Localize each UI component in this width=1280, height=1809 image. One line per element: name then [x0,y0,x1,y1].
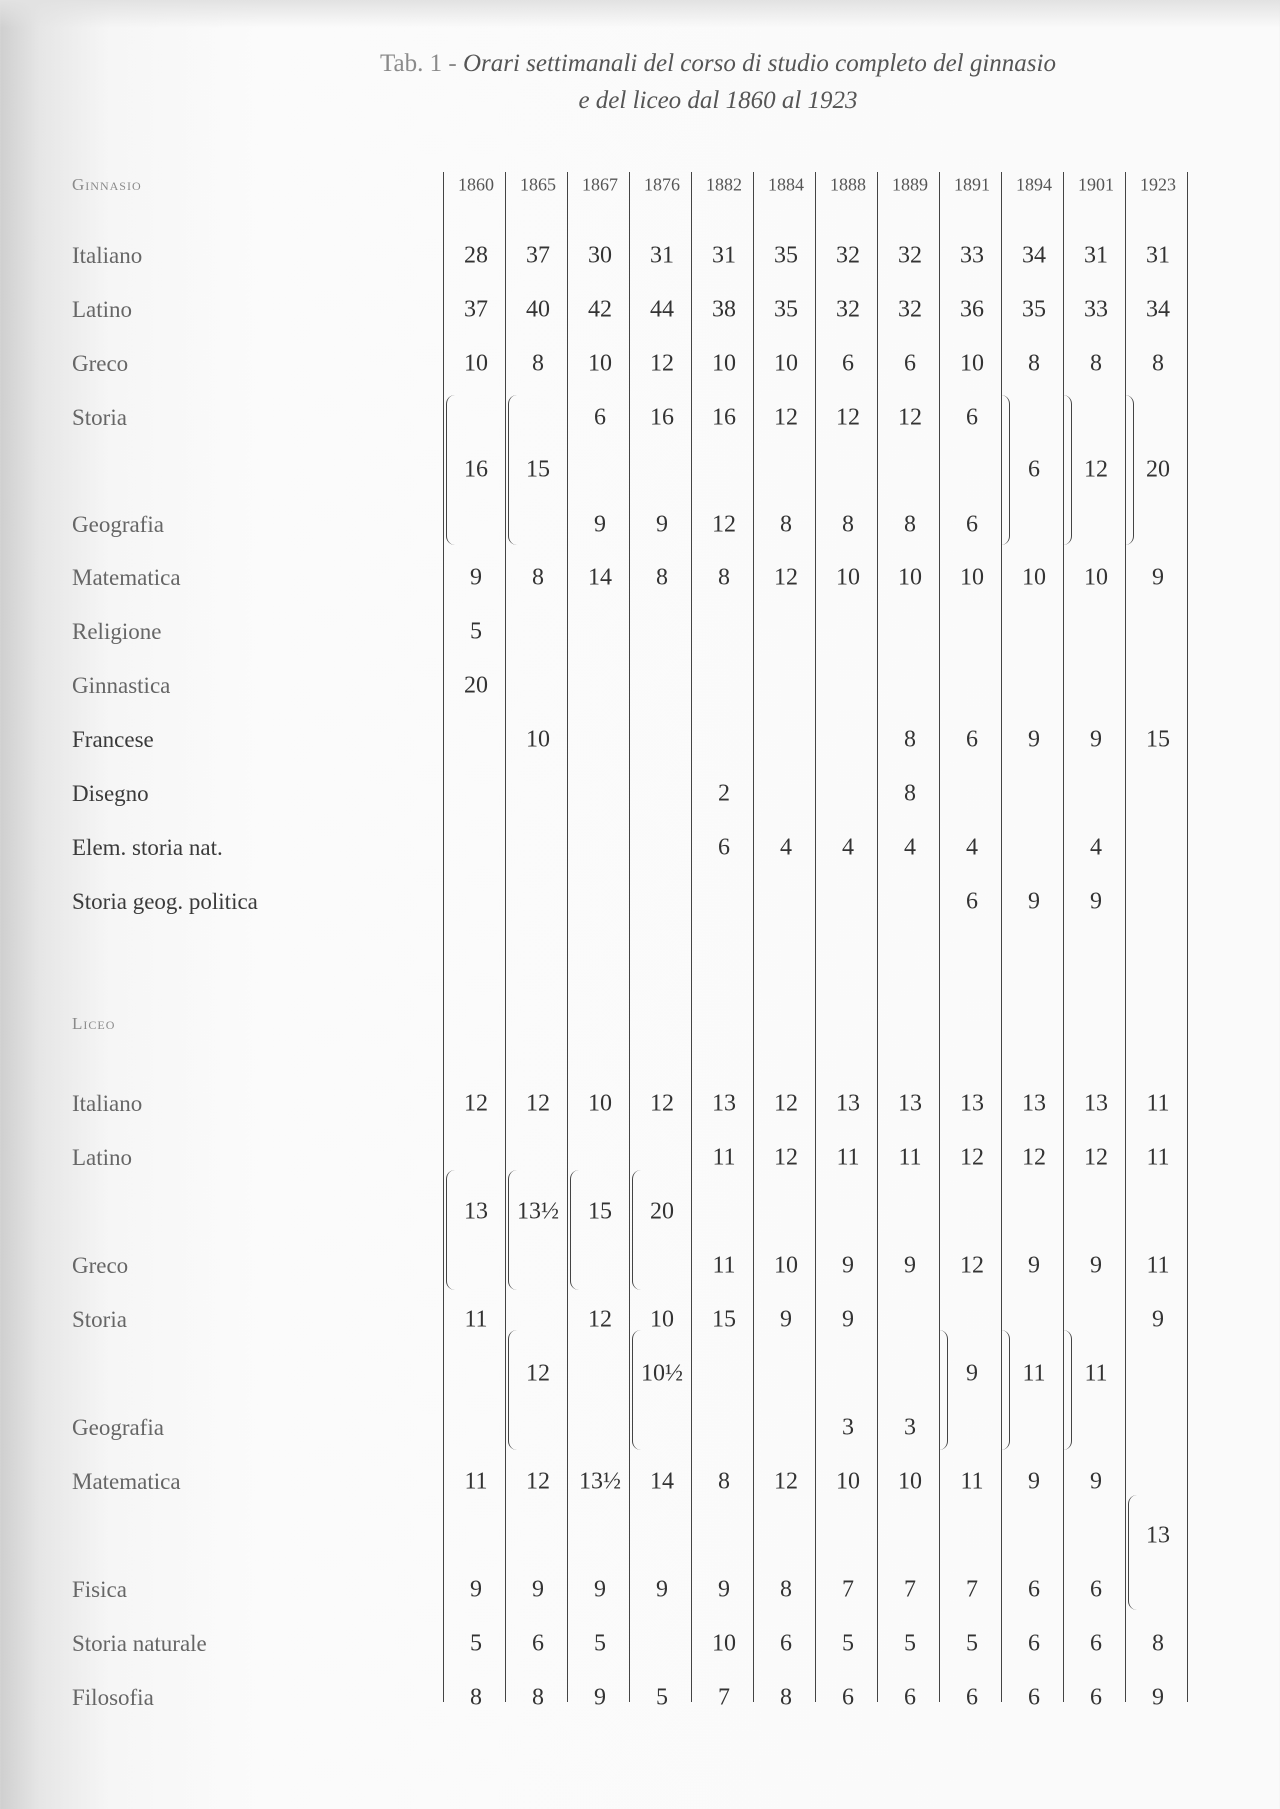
table-cell: 11 [464,1306,488,1333]
table-cell: 6 [904,350,916,377]
table-cell: 34 [1022,242,1046,269]
row-label: Francese [72,727,154,752]
row-label: Geografia [72,512,164,537]
table-cell: 9 [594,511,606,538]
year-header: 1894 [1016,174,1052,195]
table-cell: 5 [842,1630,854,1657]
row-label: Storia [72,1307,127,1332]
table-cell: 15 [588,1198,612,1225]
table-cell: 11 [1084,1360,1108,1387]
table-cell: 6 [842,350,854,377]
table-cell: 9 [842,1306,854,1333]
table-cell: 12 [526,1468,550,1495]
table-cell: 12 [526,1360,550,1387]
table-cell: 12 [712,511,736,538]
table-cell: 12 [650,1090,674,1117]
grouping-brace [1062,395,1072,545]
table-cell: 42 [588,296,612,323]
row-label: Ginnastica [72,673,171,698]
table-cell: 9 [1028,1252,1040,1279]
table-cell: 9 [594,1684,606,1711]
table-cell: 10 [464,350,488,377]
table-cell: 12 [836,404,860,431]
table-cell: 8 [1152,1630,1164,1657]
table-cell: 20 [464,672,488,699]
table-cell: 5 [594,1630,606,1657]
table-cell: 6 [1028,456,1040,483]
table-cell: 8 [1090,350,1102,377]
year-header: 1882 [706,174,742,195]
page-shadow [0,0,1280,28]
year-header: 1891 [954,174,990,195]
table-cell: 10 [712,1630,736,1657]
grouping-brace [508,1330,518,1450]
row-label: Fisica [72,1577,127,1602]
table-cell: 8 [780,511,792,538]
table-cell: 8 [904,726,916,753]
row-label: Geografia [72,1415,164,1440]
table-cell: 9 [904,1252,916,1279]
year-header: 1884 [768,174,804,195]
table-cell: 10 [898,1468,922,1495]
table-cell: 10 [898,564,922,591]
row-label: Disegno [72,781,149,806]
grouping-brace [446,395,456,545]
table-cell: 10 [960,564,984,591]
table-cell: 7 [718,1684,730,1711]
table-cell: 6 [1090,1576,1102,1603]
table-cell: 30 [588,242,612,269]
grouping-brace [938,1330,948,1450]
table-cell: 10 [588,1090,612,1117]
table-cell: 4 [966,834,978,861]
table-cell: 3 [842,1414,854,1441]
table-cell: 9 [470,564,482,591]
table-cell: 9 [1028,1468,1040,1495]
table-cell: 13½ [517,1198,559,1225]
table-cell: 11 [712,1252,736,1279]
row-label: Greco [72,351,129,376]
row-label: Elem. storia nat. [72,835,223,860]
table-cell: 9 [1152,1684,1164,1711]
table-cell: 12 [774,1090,798,1117]
column-rule [443,172,444,1702]
table-cell: 5 [470,1630,482,1657]
table-cell: 11 [1146,1090,1170,1117]
table-cell: 9 [594,1576,606,1603]
table-cell: 8 [718,564,730,591]
table-cell: 10 [1022,564,1046,591]
table-cell: 13 [1146,1522,1170,1549]
table-cell: 10 [650,1306,674,1333]
table-cell: 9 [1028,888,1040,915]
table-cell: 8 [842,511,854,538]
table-cell: 40 [526,296,550,323]
table-cell: 6 [842,1684,854,1711]
table-cell: 10 [588,350,612,377]
table-cell: 10 [960,350,984,377]
table-cell: 10 [526,726,550,753]
table-cell: 31 [1084,242,1108,269]
table-cell: 6 [780,1630,792,1657]
table-cell: 12 [1022,1144,1046,1171]
title-line-1: Orari settimanali del corso di studio completo del ginnasio [462,50,1056,77]
table-cell: 4 [780,834,792,861]
table-cell: 14 [650,1468,674,1495]
table-cell: 12 [464,1090,488,1117]
table-cell: 4 [904,834,916,861]
section-heading: Ginnasio [72,175,142,194]
table-cell: 44 [650,296,674,323]
row-label: Storia [72,405,127,430]
grouping-brace [570,1170,580,1290]
row-label: Greco [72,1253,129,1278]
table-cell: 13 [960,1090,984,1117]
table-cell: 12 [1084,1144,1108,1171]
table-cell: 4 [842,834,854,861]
table-cell: 6 [904,1684,916,1711]
title-line-2: e del liceo dal 1860 al 1923 [578,87,858,114]
table-cell: 11 [1146,1252,1170,1279]
table-cell: 15 [1146,726,1170,753]
grouping-brace [632,1170,642,1290]
table-cell: 7 [966,1576,978,1603]
table-cell: 35 [1022,296,1046,323]
table-cell: 7 [904,1576,916,1603]
table-cell: 32 [898,242,922,269]
table-cell: 12 [774,1468,798,1495]
table-cell: 13½ [579,1468,621,1495]
table-cell: 6 [1090,1630,1102,1657]
table-cell: 9 [1090,1252,1102,1279]
table-cell: 5 [966,1630,978,1657]
table-cell: 32 [898,296,922,323]
table-cell: 12 [774,564,798,591]
row-label: Matematica [72,1469,181,1494]
table-cell: 16 [712,404,736,431]
table-cell: 13 [1022,1090,1046,1117]
table-cell: 9 [1152,1306,1164,1333]
grouping-brace [508,395,518,545]
table-cell: 10½ [641,1360,683,1387]
table-cell: 9 [1028,726,1040,753]
table-cell: 12 [650,350,674,377]
table-cell: 9 [656,511,668,538]
title-line-2-wrap [78,87,1280,115]
grouping-brace [632,1330,642,1450]
table-cell: 33 [960,242,984,269]
grouping-brace [446,1170,456,1290]
table-cell: 31 [1146,242,1170,269]
table-cell: 8 [1152,350,1164,377]
section-heading: Liceo [72,1014,116,1033]
table-number: Tab. 1 - [380,50,463,77]
table-cell: 8 [656,564,668,591]
table-cell: 9 [966,1360,978,1387]
table-cell: 11 [836,1144,860,1171]
table-cell: 5 [470,618,482,645]
table-cell: 11 [1146,1144,1170,1171]
table-cell: 13 [836,1090,860,1117]
table-cell: 12 [1084,456,1108,483]
table-cell: 31 [650,242,674,269]
table-cell: 11 [898,1144,922,1171]
table-cell: 13 [464,1198,488,1225]
table-cell: 8 [470,1684,482,1711]
row-label: Storia naturale [72,1631,207,1656]
table-cell: 31 [712,242,736,269]
table-cell: 12 [960,1144,984,1171]
table-cell: 12 [960,1252,984,1279]
table-cell: 9 [1152,564,1164,591]
table-cell: 34 [1146,296,1170,323]
table-cell: 6 [718,834,730,861]
column-rule [1187,172,1188,1702]
table-cell: 12 [526,1090,550,1117]
table-cell: 3 [904,1414,916,1441]
table-cell: 6 [1028,1576,1040,1603]
table-cell: 8 [532,350,544,377]
table-cell: 8 [780,1684,792,1711]
table-cell: 10 [836,1468,860,1495]
year-header: 1889 [892,174,928,195]
table-cell: 13 [898,1090,922,1117]
table-cell: 37 [526,242,550,269]
table-cell: 6 [1090,1684,1102,1711]
table-cell: 8 [718,1468,730,1495]
table-cell: 6 [966,404,978,431]
table-cell: 20 [650,1198,674,1225]
table-cell: 6 [594,404,606,431]
grouping-brace [508,1170,518,1290]
table-cell: 11 [464,1468,488,1495]
table-cell: 33 [1084,296,1108,323]
table-cell: 15 [712,1306,736,1333]
row-label: Storia geog. politica [72,889,258,914]
table-cell: 38 [712,296,736,323]
year-header: 1867 [582,174,618,195]
year-header: 1888 [830,174,866,195]
table-cell: 12 [774,1144,798,1171]
row-label: Religione [72,619,162,644]
table-cell: 15 [526,456,550,483]
table-cell: 28 [464,242,488,269]
table-cell: 9 [718,1576,730,1603]
year-header: 1876 [644,174,680,195]
table-cell: 8 [904,511,916,538]
table-cell: 4 [1090,834,1102,861]
table-cell: 6 [966,726,978,753]
row-label: Latino [72,1145,133,1170]
table-cell: 35 [774,296,798,323]
table-cell: 32 [836,242,860,269]
table-cell: 8 [1028,350,1040,377]
table-cell: 11 [960,1468,984,1495]
table-cell: 9 [532,1576,544,1603]
table-cell: 32 [836,296,860,323]
table-cell: 5 [656,1684,668,1711]
grouping-brace [1000,1330,1010,1450]
grouping-brace [1128,1495,1138,1610]
table-cell: 37 [464,296,488,323]
table-cell: 13 [712,1090,736,1117]
table-cell: 20 [1146,456,1170,483]
table-cell: 9 [842,1252,854,1279]
table-cell: 9 [470,1576,482,1603]
row-label: Italiano [72,243,143,268]
table-cell: 7 [842,1576,854,1603]
table-cell: 12 [774,404,798,431]
grouping-brace [1000,395,1010,545]
row-label: Latino [72,297,133,322]
row-label: Filosofia [72,1685,154,1710]
table-cell: 12 [898,404,922,431]
table-cell: 8 [532,564,544,591]
table-cell: 6 [966,888,978,915]
table-cell: 5 [904,1630,916,1657]
row-label: Italiano [72,1091,143,1116]
table-cell: 2 [718,780,730,807]
table-cell: 10 [774,1252,798,1279]
table-cell: 11 [712,1144,736,1171]
table-cell: 6 [532,1630,544,1657]
table-cell: 14 [588,564,612,591]
grouping-brace [1062,1330,1072,1450]
table-cell: 10 [712,350,736,377]
table-cell: 9 [780,1306,792,1333]
table-cell: 8 [532,1684,544,1711]
table-cell: 9 [1090,726,1102,753]
table-cell: 10 [1084,564,1108,591]
table-cell: 6 [1028,1684,1040,1711]
year-header: 1923 [1140,174,1176,195]
table-cell: 16 [650,404,674,431]
year-header: 1860 [458,174,494,195]
year-header: 1865 [520,174,556,195]
grouping-brace [1124,395,1134,545]
table-cell: 6 [1028,1630,1040,1657]
table-cell: 9 [1090,888,1102,915]
table-cell: 10 [774,350,798,377]
table-cell: 8 [780,1576,792,1603]
table-cell: 13 [1084,1090,1108,1117]
table-cell: 9 [656,1576,668,1603]
table-cell: 9 [1090,1468,1102,1495]
table-cell: 35 [774,242,798,269]
table-cell: 16 [464,456,488,483]
table-cell: 12 [588,1306,612,1333]
table-cell: 6 [966,1684,978,1711]
table-cell: 11 [1022,1360,1046,1387]
table-cell: 6 [966,511,978,538]
table-title [78,50,1280,78]
table-cell: 10 [836,564,860,591]
year-header: 1901 [1078,174,1114,195]
row-label: Matematica [72,565,181,590]
table-cell: 8 [904,780,916,807]
table-cell: 36 [960,296,984,323]
